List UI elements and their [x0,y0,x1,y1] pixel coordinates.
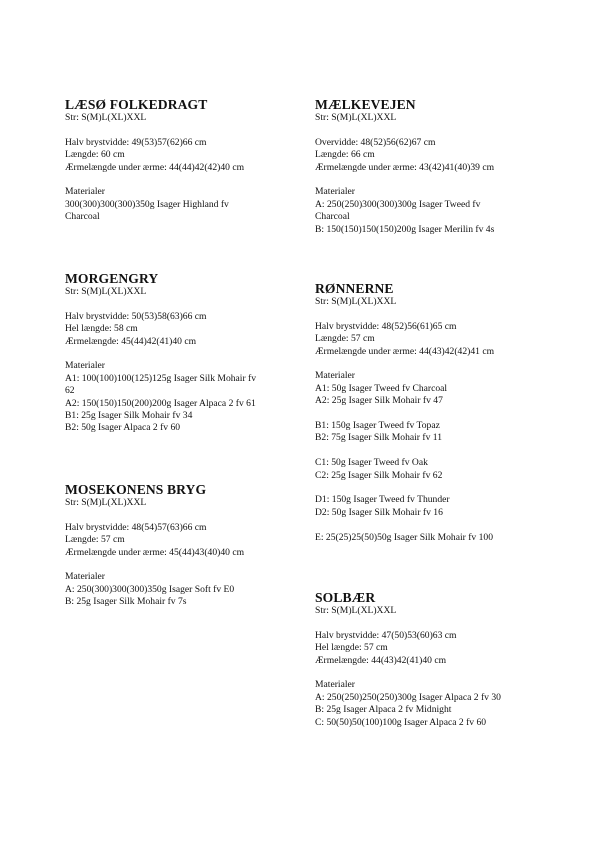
pattern-solbaer [315,590,555,729]
measure-line: Overvidde: 48(52)56(62)67 cm [315,136,436,148]
measure-line: Ærmelængde under ærme: 43(42)41(40)39 cm [315,161,495,173]
pattern-ronnerne [315,281,555,544]
material-line: C2: 25g Isager Silk Mohair fv 62 [315,469,443,481]
material-line: D2: 50g Isager Silk Mohair fv 16 [315,506,443,518]
measure-line: Længde: 57 cm [65,534,125,546]
size-range: Str: S(M)L(XL)XXL [65,497,147,508]
material-line: B1: 150g Isager Tweed fv Topaz [315,420,440,432]
measure-line: Længde: 60 cm [65,149,125,161]
material-line: B1: 25g Isager Silk Mohair fv 34 [65,410,193,422]
material-line: A: 250(250)300(300)300g Isager Tweed fv [315,198,481,210]
measure-line: Ærmelængde under ærme: 45(44)43(40)40 cm [65,546,245,558]
material-line: C1: 50g Isager Tweed fv Oak [315,457,428,469]
measure-line: Hel længde: 57 cm [315,642,388,654]
pattern-mosekonens-bryg [65,482,300,609]
material-line: 300(300)300(300)350g Isager Highland fv [65,198,229,210]
material-line: D1: 150g Isager Tweed fv Thunder [315,494,450,506]
pattern-title: MOSEKONENS BRYG [65,482,207,497]
pattern-morgengry [65,271,300,435]
size-range: Str: S(M)L(XL)XXL [315,112,397,123]
pattern-title: LÆSØ FOLKEDRAGT [65,97,208,112]
measure-line: Halv brystvidde: 48(54)57(63)66 cm [65,521,207,533]
material-line-continued: Charcoal [315,211,350,223]
pattern-maelkevejen [315,97,555,236]
size-range: Str: S(M)L(XL)XXL [65,286,147,297]
pattern-title: SOLBÆR [315,590,376,605]
material-line: A: 250(250)250(250)300g Isager Alpaca 2 fv 30 [315,691,501,703]
size-range: Str: S(M)L(XL)XXL [315,605,397,616]
size-range: Str: S(M)L(XL)XXL [65,112,147,123]
materials-label: Materialer [65,360,105,372]
material-line: A1: 50g Isager Tweed fv Charcoal [315,382,448,394]
measure-line: Halv brystvidde: 47(50)53(60)63 cm [315,629,457,641]
material-line-continued: Charcoal [65,211,100,223]
size-range: Str: S(M)L(XL)XXL [315,296,397,307]
materials-label: Materialer [315,186,355,198]
materials-label: Materialer [65,571,105,583]
material-line: A: 250(300)300(300)350g Isager Soft fv E0 [65,583,235,595]
pattern-laeso-folkedragt [65,97,300,224]
material-line: B: 25g Isager Alpaca 2 fv Midnight [315,704,452,716]
pattern-title: MÆLKEVEJEN [315,97,416,112]
material-line: A2: 25g Isager Silk Mohair fv 47 [315,395,443,407]
material-line: B: 25g Isager Silk Mohair fv 7s [65,596,187,608]
pattern-title: MORGENGRY [65,271,159,286]
measure-line: Halv brystvidde: 49(53)57(62)66 cm [65,136,207,148]
material-line: A2: 150(150)150(200)200g Isager Alpaca 2 fv 61 [65,397,256,409]
measure-line: Ærmelængde under ærme: 44(43)42(42)41 cm [315,345,495,357]
measure-line: Ærmelængde: 45(44)42(41)40 cm [65,335,197,347]
material-line: B2: 50g Isager Alpaca 2 fv 60 [65,422,181,434]
material-line: B2: 75g Isager Silk Mohair fv 11 [315,432,443,444]
measure-line: Halv brystvidde: 48(52)56(61)65 cm [315,320,457,332]
measure-line: Længde: 66 cm [315,149,375,161]
material-line: C: 50(50)50(100)100g Isager Alpaca 2 fv 60 [315,716,487,728]
measure-line: Hel længde: 58 cm [65,323,138,335]
material-line: E: 25(25)25(50)50g Isager Silk Mohair fv 100 [315,531,493,543]
measure-line: Ærmelængde: 44(43)42(41)40 cm [315,654,447,666]
measure-line: Længde: 57 cm [315,333,375,345]
materials-label: Materialer [315,370,355,382]
measure-line: Halv brystvidde: 50(53)58(63)66 cm [65,310,207,322]
pattern-title: RØNNERNE [315,281,394,296]
material-line: B: 150(150)150(150)200g Isager Merilin fv 4s [315,223,495,235]
material-line-continued: 62 [65,385,75,397]
measure-line: Ærmelængde under ærme: 44(44)42(42)40 cm [65,161,245,173]
materials-label: Materialer [315,679,355,691]
material-line: A1: 100(100)100(125)125g Isager Silk Mohair fv [65,372,257,384]
materials-label: Materialer [65,186,105,198]
